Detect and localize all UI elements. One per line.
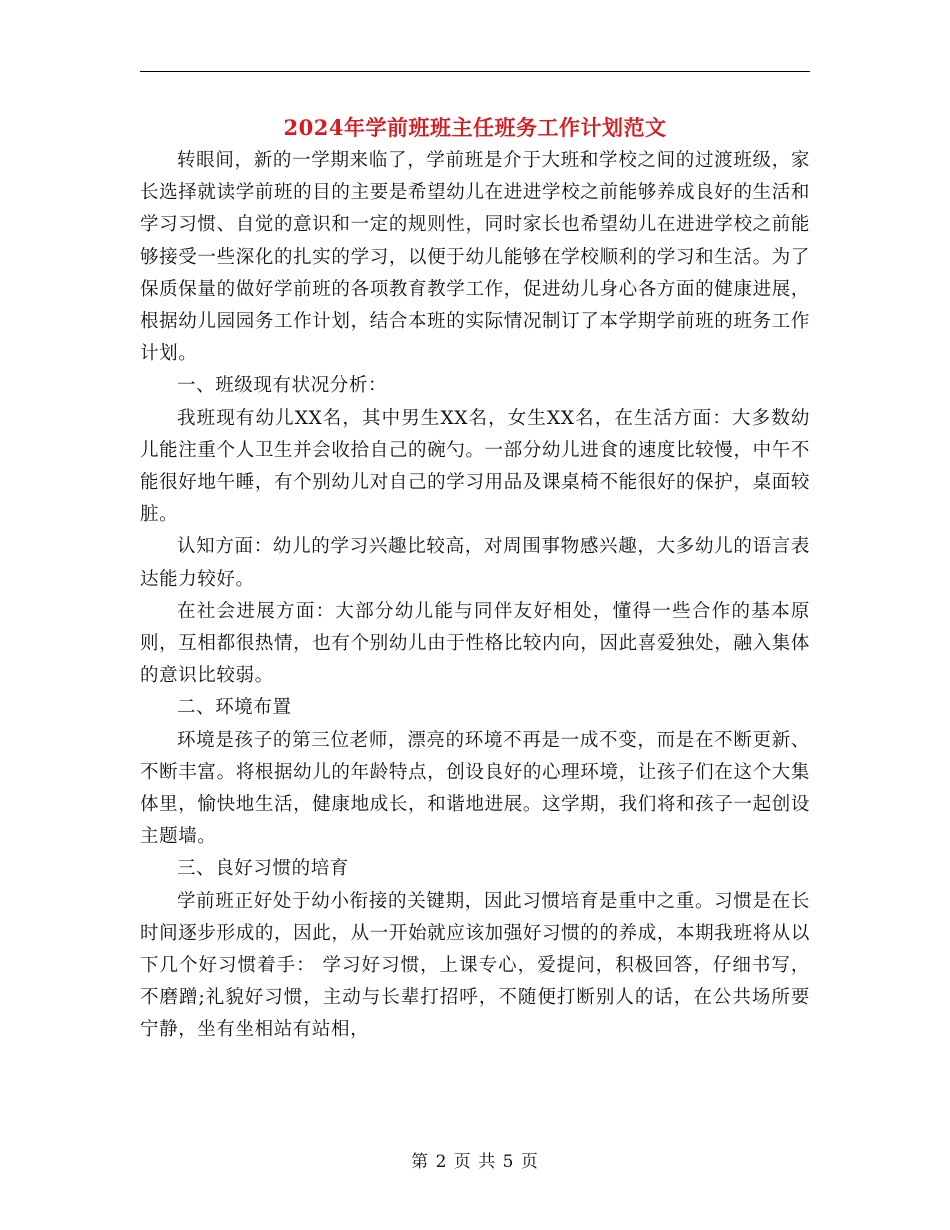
section-heading-habits: 三、良好习惯的培育 bbox=[177, 858, 349, 880]
document-body bbox=[140, 145, 810, 1047]
paragraph-environment: 环境是孩子的第三位老师，漂亮的环境不再是一成不变，而是在不断更新、不断丰富。将根据幼儿的年龄特点，创设良好的心理环境，让孩子们在这个大集体里，愉快地生活，健康地成长，和谐地进展。这学期，我们将和孩子一起创设主题墙。 bbox=[140, 729, 810, 848]
paragraph-class-status: 我班现有幼儿XX名，其中男生XX名，女生XX名，在生活方面：大多数幼儿能注重个人卫生并会收拾自己的碗勺。一部分幼儿进食的速度比较慢，中午不能很好地午睡，有个别幼儿对自己的学习用品及课桌椅不能很好的保护，桌面较脏。 bbox=[140, 407, 810, 526]
page-number: 第 2 页 共 5 页 bbox=[411, 1152, 539, 1172]
section-heading-environment: 二、环境布置 bbox=[177, 697, 292, 719]
section-heading-class-status: 一、班级现有状况分析： bbox=[177, 375, 388, 397]
paragraph-intro: 转眼间，新的一学期来临了，学前班是介于大班和学校之间的过渡班级，家长选择就读学前班的目的主要是希望幼儿在进进学校之前能够养成良好的生活和学习习惯、自觉的意识和一定的规则性，同时家长也希望幼儿在进进学校之前能够接受一些深化的扎实的学习，以便于幼儿能够在学校顺利的学习和生活。为了保质保量的做好学前班的各项教育教学工作，促进幼儿身心各方面的健康进展，根据幼儿园园务工作计划，结合本班的实际情况制订了本学期学前班的班务工作计划。 bbox=[140, 150, 810, 365]
paragraph-social: 在社会进展方面：大部分幼儿能与同伴友好相处，懂得一些合作的基本原则，互相都很热情，也有个别幼儿由于性格比较内向，因此喜爱独处，融入集体的意识比较弱。 bbox=[140, 600, 810, 687]
paragraph-habits: 学前班正好处于幼小衔接的关键期，因此习惯培育是重中之重。习惯是在长时间逐步形成的，因此，从一开始就应该加强好习惯的的养成，本期我班将从以下几个好习惯着手： 学习好习惯，上课专心，爱提问，积极回答，仔细书写，不磨蹭;礼貌好习惯，主动与长辈打招呼，不随便打断别人的话，在公共场所要宁静，坐有坐相站有站相， bbox=[140, 890, 810, 1041]
paragraph-cognition: 认知方面：幼儿的学习兴趣比较高，对周围事物感兴趣，大多幼儿的语言表达能力较好。 bbox=[140, 536, 810, 590]
document-title: 2024年学前班班主任班务工作计划范文 bbox=[283, 115, 667, 140]
header-rule bbox=[140, 71, 810, 72]
